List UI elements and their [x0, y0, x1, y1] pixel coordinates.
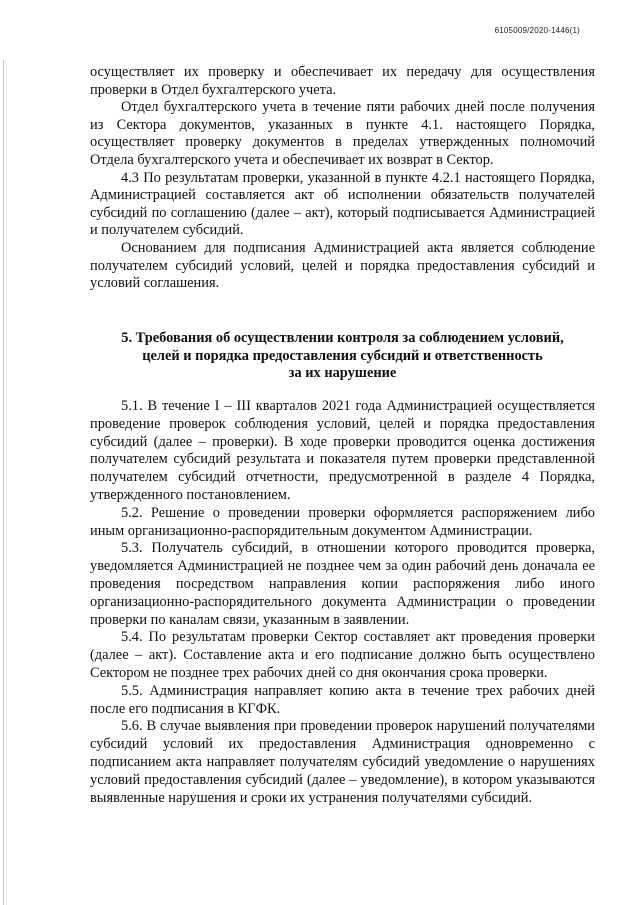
paragraph-basis-for-signing: Основанием для подписания Администрацией акта является соблюдение получателем субсидий условий, целей и порядка предоставления субсидий и условий соглашения. [90, 239, 595, 292]
paragraph-5-4: 5.4. По результатам проверки Сектор составляет акт проведения проверки (далее – акт). Составление акта и его подписание должно быть осуществлено Сектором не позднее трех рабочих дней со дня окончания срока проверки. [90, 629, 595, 681]
section-heading-line-2: целей и порядка предоставления субсидий и ответственность [142, 347, 543, 364]
section-5-text-block [90, 398, 595, 807]
paragraph-5-5: 5.5. Администрация направляет копию акта в течение трех рабочих дней после его подписания в КГФК. [90, 682, 595, 717]
paragraph-4-3: 4.3 По результатам проверки, указанной в пункте 4.2.1 настоящего Порядка, Администрацией составляется акт об исполнении обязательств получателей субсидий по соглашению (далее – акт), который подписывается Администрацией и получателем субсидий. [90, 169, 595, 239]
section-heading-line-3: за их нарушение [288, 365, 397, 382]
document-id: 6105009/2020-1446(1) [494, 26, 580, 35]
paragraph-5-6: 5.6. В случае выявления при проведении проверок нарушений получателями субсидий условий их предоставления Администрация одновременно с подписанием акта направляет получателям субсидий уведомление о нарушениях условий предоставления субсидий (далее – уведомление), в котором указываются выявленные нарушения и сроки их устранения получателями субсидий. [90, 718, 595, 806]
paragraph-5-3: 5.3. Получатель субсидий, в отношении которого проводится проверка, уведомляется Администрацией не позднее чем за один рабочий день доначала ее проведения посредством направления копии распоряжения либо иного организационно-распорядительного документа Администрации о проведении проверки по каналам связи, указанным в заявлении. [90, 540, 595, 628]
paragraph-5-2: 5.2. Решение о проведении проверки оформляется распоряжением либо иным организационно-распорядительным документом Администрации. [90, 504, 595, 539]
paragraph-5-1: 5.1. В течение I – III кварталов 2021 года Администрацией осуществляется проведение проверок соблюдения условий, целей и порядка предоставления субсидий (далее – проверки). В ходе проверки проводится оценка достижения получателем субсидий результата и показателя путем проверки представленной получателем субсидий отчетности, предусмотренной в разделе 4 Порядка, утвержденного постановлением. [90, 398, 595, 503]
paragraph-continuation: осуществляет их проверку и обеспечивает их передачу для осуществления проверки в Отдел бухгалтерского учета. [90, 64, 595, 98]
section-5-heading [90, 330, 595, 383]
top-text-block [90, 64, 595, 293]
scan-edge-line [3, 60, 4, 905]
paragraph-accounting-check: Отдел бухгалтерского учета в течение пяти рабочих дней после получения из Сектора документов, указанных в пункте 4.1. настоящего Порядка, осуществляет проверку документов в пределах утвержденных полномочий Отдела бухгалтерского учета и обеспечивает их возврат в Сектор. [90, 99, 595, 168]
section-heading-line-1: 5. Требования об осуществлении контроля за соблюдением условий, [121, 330, 564, 346]
